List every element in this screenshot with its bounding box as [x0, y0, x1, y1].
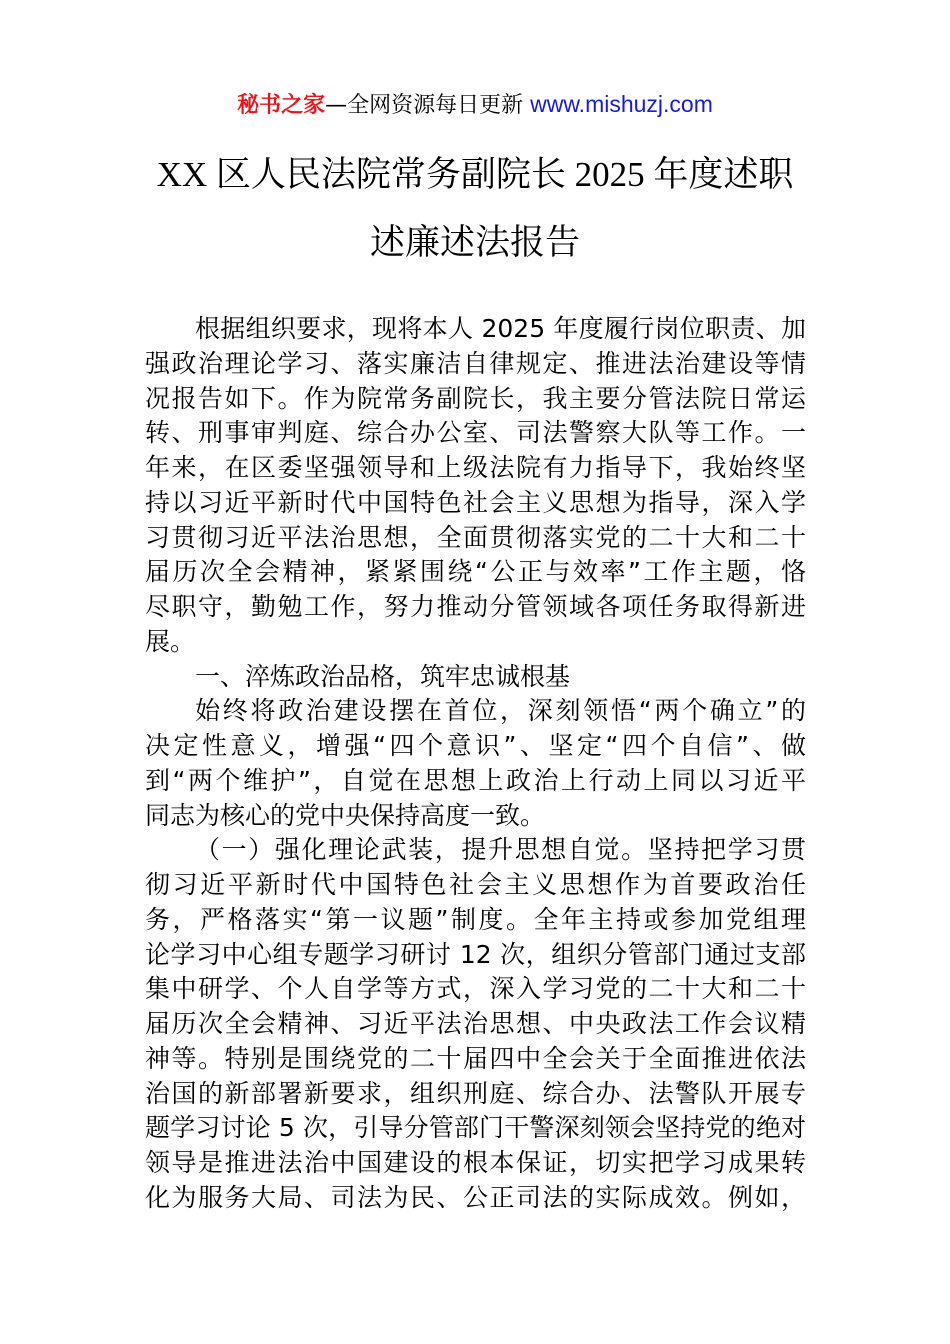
text-line: 一、淬炼政治品格，筑牢忠诚根基	[195, 661, 571, 691]
text-line: （一）强化理论武装，提升思想自觉。坚持把学习贯	[195, 835, 806, 865]
text-line: 转、刑事审判庭、综合办公室、司法警察大队等工作。一	[145, 418, 806, 448]
text-line: 题学习讨论 5 次，引导分管部门干警深刻领会坚持党的绝对	[145, 1113, 806, 1143]
text-line: 神等。特别是围绕党的二十届四中全会关于全面推进依法	[145, 1043, 806, 1073]
paragraph	[145, 833, 806, 1215]
text-line: 习贯彻习近平法治思想，全面贯彻落实党的二十大和二十	[145, 522, 806, 552]
paragraph	[145, 694, 806, 833]
text-line: 彻习近平新时代中国特色社会主义思想作为首要政治任	[145, 870, 806, 899]
text-line: 持以习近平新时代中国特色社会主义思想为指导，深入学	[145, 487, 806, 517]
banner-url[interactable]: www.mishuzj.com	[530, 91, 713, 117]
document-title-line-2: 述廉述法报告	[369, 223, 580, 262]
document-title-line-1: XX 区人民法院常务副院长 2025 年度述职	[156, 155, 794, 194]
text-line: 化为服务大局、司法为民、公正司法的实际成效。例如，	[145, 1182, 806, 1212]
text-line: 展。	[145, 626, 196, 656]
text-line: 届历次全会精神、习近平法治思想、中央政法工作会议精	[145, 1009, 806, 1038]
text-line: 治国的新部署新要求，组织刑庭、综合办、法警队开展专	[145, 1078, 806, 1108]
text-line: 年来，在区委坚强领导和上级法院有力指导下，我始终坚	[145, 453, 806, 482]
text-line: 同志为核心的党中央保持高度一致。	[145, 800, 546, 830]
text-line: 根据组织要求，现将本人 2025 年度履行岗位职责、加	[195, 314, 806, 343]
text-line: 务，严格落实“第一议题”制度。全年主持或参加党组理	[145, 904, 806, 934]
text-line: 到“两个维护”，自觉在思想上政治上行动上同以习近平	[145, 765, 806, 795]
text-line: 尽职守，勤勉工作，努力推动分管领域各项任务取得新进	[145, 592, 806, 621]
section-heading	[145, 660, 806, 695]
document-body	[145, 312, 806, 1216]
text-line: 决定性意义，增强“四个意识”、坚定“四个自信”、做	[145, 731, 806, 760]
text-line: 论学习中心组专题学习研讨 12 次，组织分管部门通过支部	[145, 939, 806, 969]
banner-brand: 秘书之家	[237, 93, 326, 118]
text-line: 领导是推进法治中国建设的根本保证，切实把学习成果转	[145, 1148, 806, 1177]
site-banner	[0, 88, 950, 122]
text-line: 强政治理论学习、落实廉洁自律规定、推进法治建设等情	[145, 348, 806, 378]
text-line: 届历次全会精神，紧紧围绕“公正与效率”工作主题，恪	[145, 557, 806, 587]
text-line: 集中研学、个人自学等方式，深入学习党的二十大和二十	[145, 974, 806, 1004]
paragraph	[145, 312, 806, 660]
banner-slogan: —全网资源每日更新	[325, 93, 531, 118]
text-line: 况报告如下。作为院常务副院长，我主要分管法院日常运	[145, 383, 806, 413]
text-line: 始终将政治建设摆在首位，深刻领悟“两个确立”的	[195, 696, 806, 726]
